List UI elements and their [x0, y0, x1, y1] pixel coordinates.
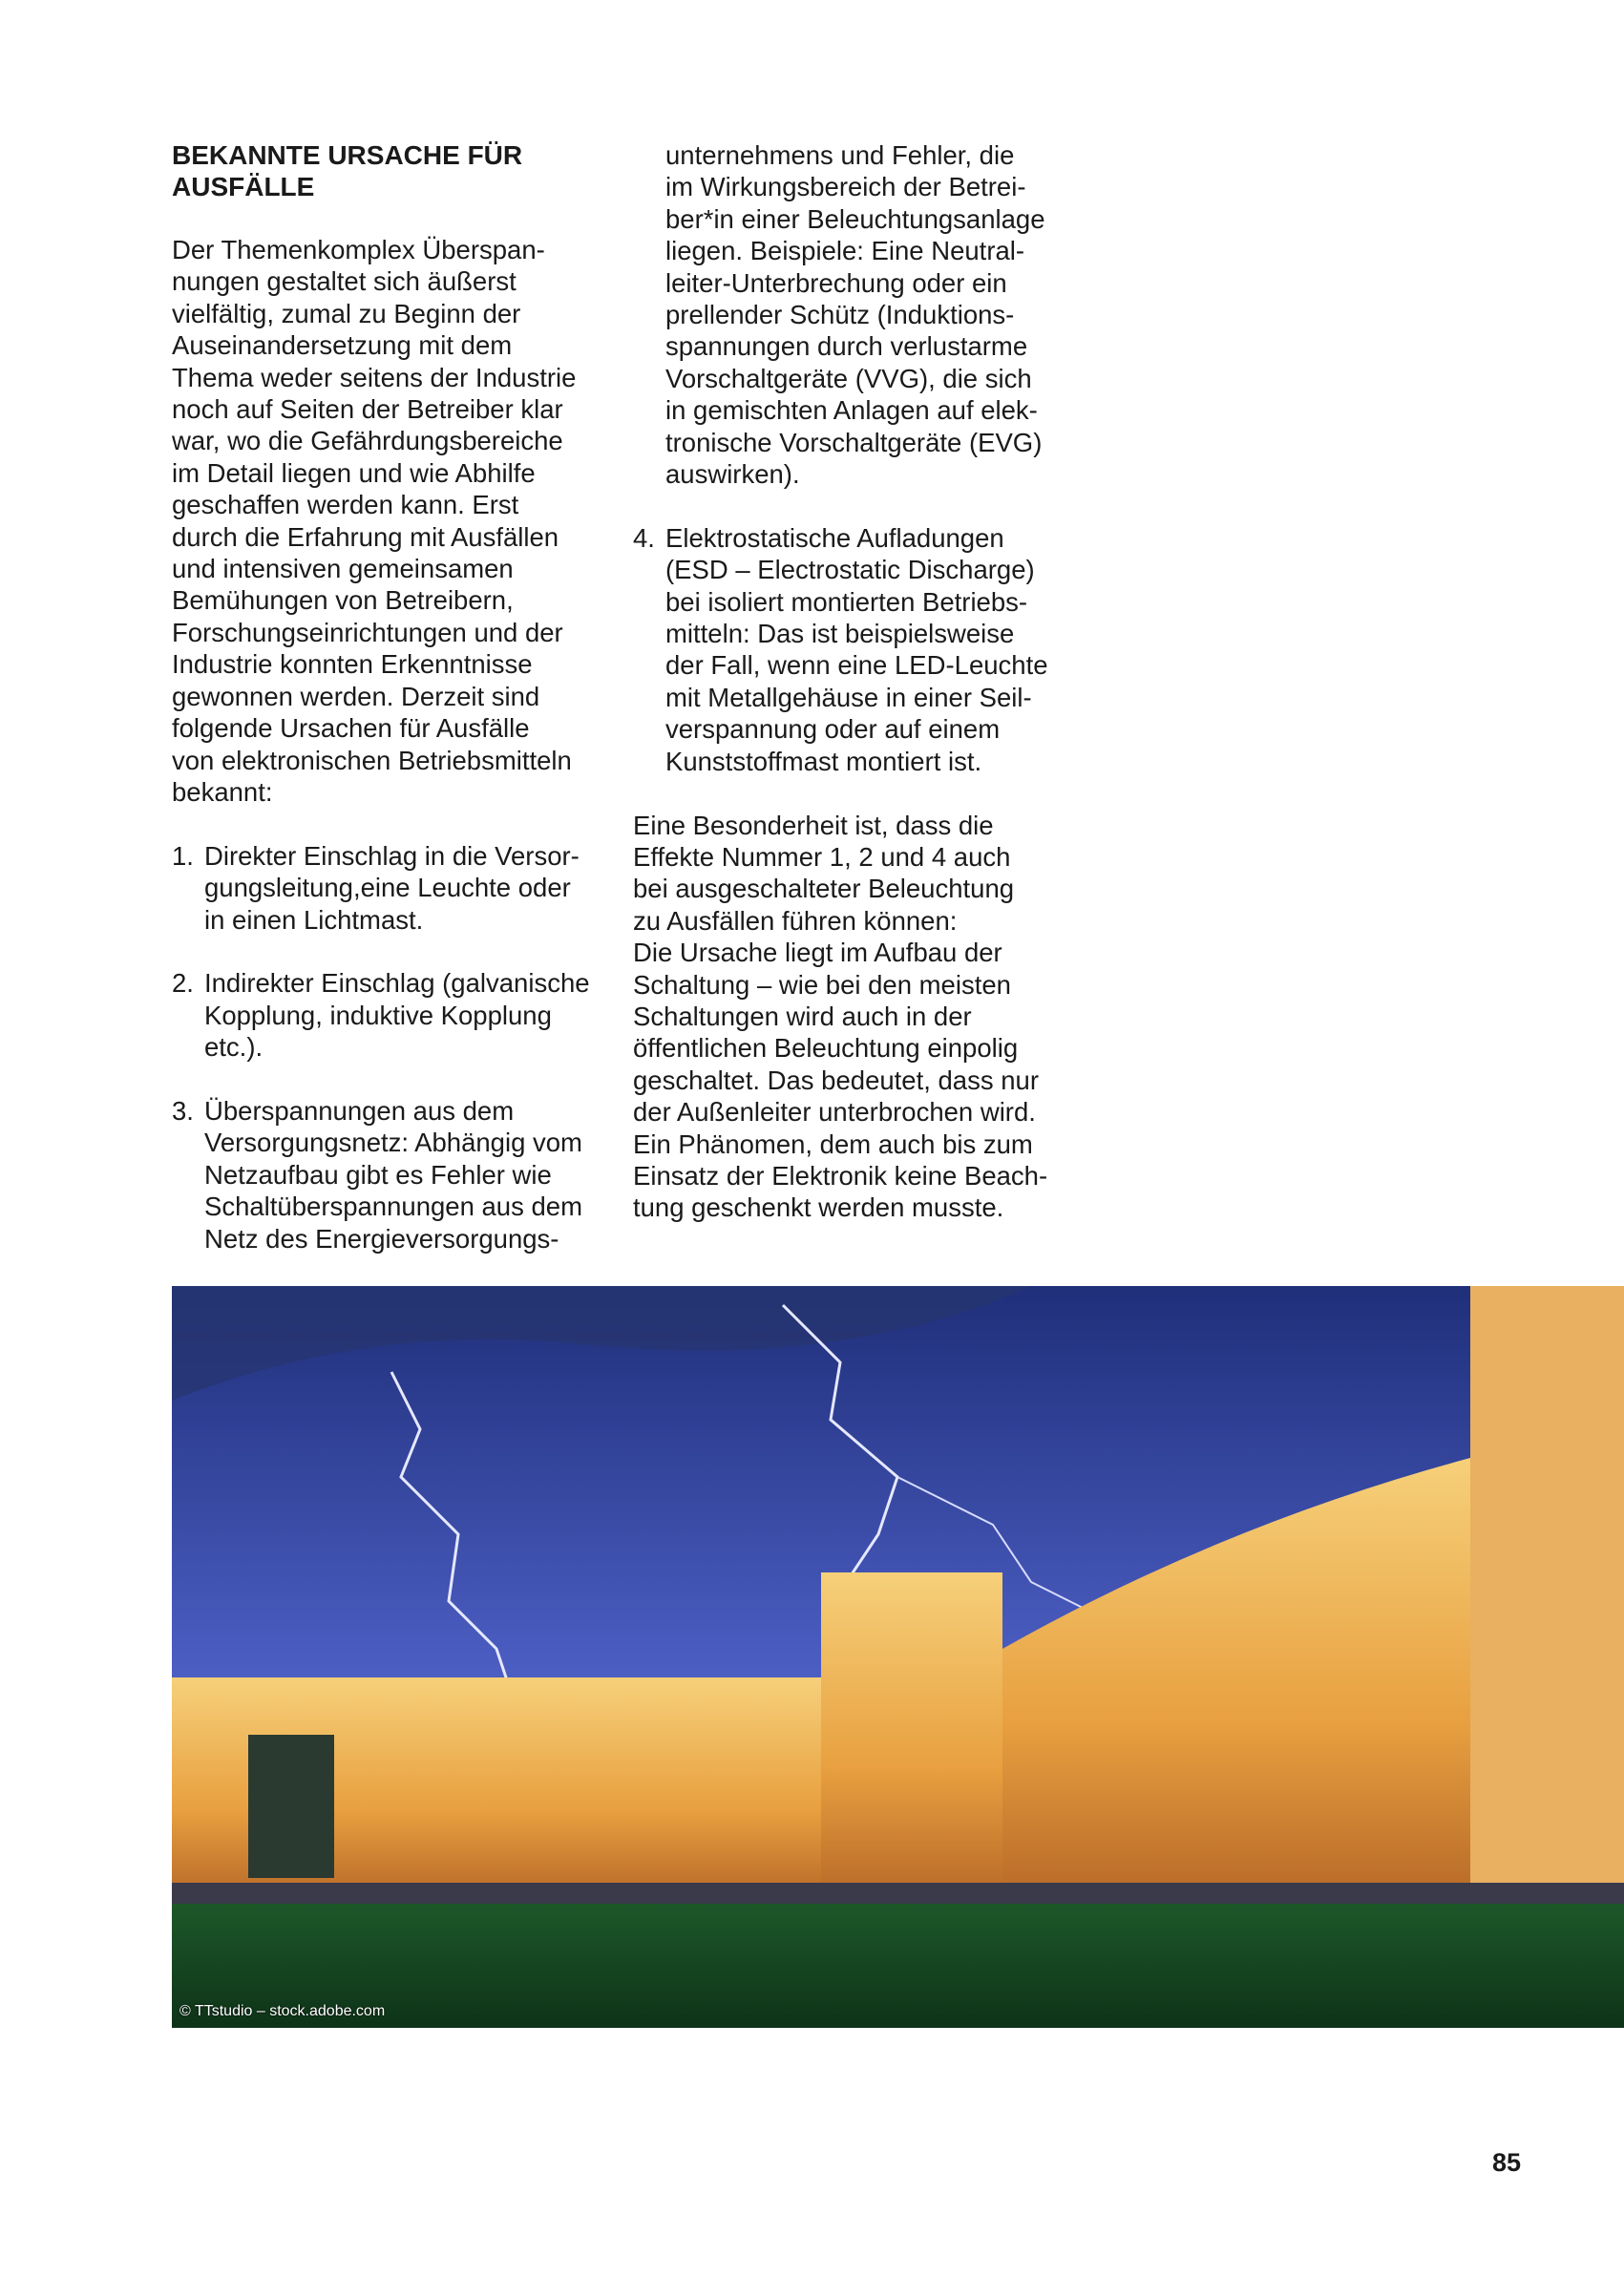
list-item-3-continued: unternehmens und Fehler, die im Wirkungsbereich der Betrei- ber*in einer Beleuchtungsanlage liegen. Beispiele: Eine Neutral- leiter-Unterbrechung oder ein prellender Schütz (Induktions- spannungen durch verlustarme Vorschaltgeräte (VVG), die sich in gemischten Anlagen auf elek- tronische Vorschaltgeräte (EVG) auswirken).	[665, 140, 1045, 490]
hofburg-lightning-photo	[172, 1286, 1624, 2028]
list-item-3	[172, 1095, 611, 1255]
list-item-2	[172, 967, 611, 1063]
lawn	[172, 1897, 1624, 2028]
photo-credit: © TTstudio – stock.adobe.com	[179, 2003, 386, 2019]
equestrian-statue	[248, 1735, 334, 1878]
list-number: 4.	[633, 522, 655, 553]
list-number: 1.	[172, 840, 194, 871]
list-item-1	[172, 840, 611, 936]
photo-illustration	[172, 1286, 1624, 2028]
page-number: 85	[1492, 2148, 1522, 2177]
section-heading: BEKANNTE URSACHE FÜR AUSFÄLLE	[172, 140, 523, 201]
left-column	[172, 139, 611, 1286]
closing-paragraph: Eine Besonderheit ist, dass die Effekte Nummer 1, 2 und 4 auch bei ausgeschalteter Beleuchtung zu Ausfällen führen können: Die Ursache liegt im Aufbau der Schaltung – wie bei den meisten Schaltungen wird auch in der öffentlichen Beleuchtung einpolig geschaltet. Das bedeutet, dass nur der Außenleiter unterbrochen wird. Ein Phänomen, dem auch bis zum Einsatz der Elektronik keine Beach- tung geschenkt werden musste.	[633, 810, 1048, 1223]
list-item-4	[633, 522, 1082, 777]
list-text: Indirekter Einschlag (galvanische Kopplung, induktive Kopplung etc.).	[204, 968, 590, 1063]
right-corner-building	[1470, 1286, 1624, 1897]
central-portal	[821, 1572, 1002, 1897]
intro-paragraph: Der Themenkomplex Überspan- nungen gestaltet sich äußerst vielfältig, zumal zu Beginn der Auseinandersetzung mit dem Thema weder seitens der Industrie noch auf Seiten der Betreiber klar war, wo die Gefährdungsbereiche im Detail liegen und wie Abhilfe geschaffen werden kann. Erst durch die Erfahrung mit Ausfällen und intensiven gemeinsamen Bemühungen von Betreibern, Forschungseinrichtungen und der Industrie konnten Erkenntnisse gewonnen werden. Derzeit sind folgende Ursachen für Ausfälle von elektronischen Betriebsmitteln bekannt:	[172, 235, 577, 807]
list-text: Direkter Einschlag in die Versor- gungsleitung,eine Leuchte oder in einen Lichtmast.	[204, 840, 580, 935]
list-text: Elektrostatische Aufladungen (ESD – Electrostatic Discharge) bei isoliert montierten Betriebs- mitteln: Das ist beispielsweise der Fall, wenn eine LED-Leuchte mit Metallgehäuse in einer Seil- verspannung oder auf einem Kunststoffmast montiert ist.	[665, 522, 1048, 776]
list-text: Überspannungen aus dem Versorgungsnetz: Abhängig vom Netzaufbau gibt es Fehler wie Schaltüberspannungen aus dem Netz des Energieversorgungs-	[204, 1095, 582, 1254]
street	[172, 1883, 1624, 1904]
right-column	[633, 139, 1082, 1255]
list-number: 3.	[172, 1095, 194, 1126]
list-number: 2.	[172, 968, 194, 999]
